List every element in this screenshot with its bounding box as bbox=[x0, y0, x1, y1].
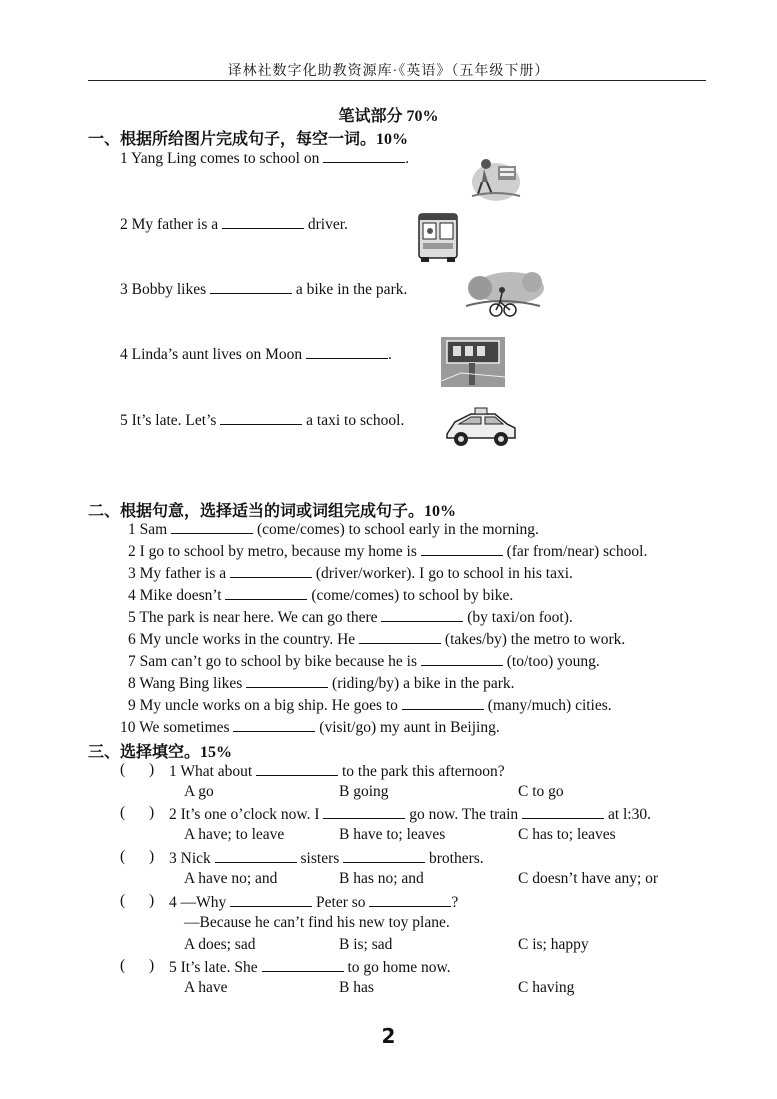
s1-item-3 bbox=[120, 279, 407, 299]
s1-item-5-post: a taxi to school. bbox=[306, 412, 405, 429]
s2-item-2 bbox=[128, 541, 647, 561]
s3-q4 bbox=[169, 892, 458, 912]
answer-blank[interactable] bbox=[262, 957, 344, 972]
s2-item-4 bbox=[128, 585, 513, 605]
s3-q3-mid: sisters bbox=[300, 850, 340, 867]
s1-item-3-post: a bike in the park. bbox=[295, 281, 408, 298]
s1-item-4-pre: 4 Linda’s aunt lives on Moon bbox=[120, 346, 303, 363]
s2-item-7-pre: 7 Sam can’t go to school by bike because he is bbox=[128, 653, 417, 670]
answer-blank[interactable] bbox=[343, 848, 425, 863]
s3-q4-pre: 4 —Why bbox=[169, 894, 227, 911]
s1-item-4 bbox=[120, 344, 392, 364]
s3-q2-option-b[interactable]: B have to; leaves bbox=[339, 826, 446, 843]
s3-q1-pre: 1 What about bbox=[169, 763, 253, 780]
s3-q5 bbox=[169, 957, 451, 977]
answer-blank[interactable] bbox=[220, 410, 302, 425]
s2-item-10 bbox=[120, 717, 500, 737]
answer-bracket-close[interactable]: ) bbox=[149, 804, 155, 821]
s2-item-7 bbox=[128, 651, 600, 671]
s2-item-2-pre: 2 I go to school by metro, because my home is bbox=[128, 543, 417, 560]
s3-q4-line2: —Because he can’t find his new toy plane. bbox=[184, 914, 450, 931]
s1-item-2 bbox=[120, 214, 348, 234]
s2-item-5-pre: 5 The park is near here. We can go there bbox=[128, 609, 378, 626]
answer-blank[interactable] bbox=[230, 563, 312, 578]
answer-blank[interactable] bbox=[421, 541, 503, 556]
answer-blank[interactable] bbox=[402, 695, 484, 710]
s3-q3 bbox=[169, 848, 484, 868]
s3-q1 bbox=[169, 761, 505, 781]
s3-q3-post: brothers. bbox=[429, 850, 484, 867]
answer-blank[interactable] bbox=[369, 892, 451, 907]
section1-heading: 一、根据所给图片完成句子，每空一词。10% bbox=[88, 131, 409, 148]
s2-item-1-post: (come/comes) to school early in the morning. bbox=[256, 521, 539, 538]
answer-blank[interactable] bbox=[306, 344, 388, 359]
s2-item-8 bbox=[128, 673, 515, 693]
s3-q5-pre: 5 It’s late. She bbox=[169, 959, 258, 976]
answer-bracket-close[interactable]: ) bbox=[149, 957, 155, 974]
s2-item-6-pre: 6 My uncle works in the country. He bbox=[128, 631, 356, 648]
s3-q4-option-b[interactable]: B is; sad bbox=[339, 936, 393, 953]
s3-q4-mid: Peter so bbox=[316, 894, 366, 911]
s3-q5-option-b[interactable]: B has bbox=[339, 979, 374, 996]
s2-item-9-post: (many/much) cities. bbox=[487, 697, 612, 714]
s3-q4-option-a[interactable]: A does; sad bbox=[184, 936, 256, 953]
s3-q3-pre: 3 Nick bbox=[169, 850, 211, 867]
answer-bracket-open: ( bbox=[120, 957, 126, 974]
s2-item-3-pre: 3 My father is a bbox=[128, 565, 227, 582]
answer-blank[interactable] bbox=[323, 804, 405, 819]
answer-bracket-close[interactable]: ) bbox=[149, 848, 155, 865]
answer-bracket-close[interactable]: ) bbox=[149, 761, 155, 778]
section2-heading: 二、根据句意，选择适当的词或词组完成句子。10% bbox=[88, 503, 457, 520]
answer-blank[interactable] bbox=[323, 148, 405, 163]
page-number: 2 bbox=[381, 1024, 396, 1048]
s2-item-2-post: (far from/near) school. bbox=[506, 543, 648, 560]
s2-item-5 bbox=[128, 607, 573, 627]
s1-item-4-post: . bbox=[388, 346, 392, 363]
answer-blank[interactable] bbox=[359, 629, 441, 644]
s2-item-4-post: (come/comes) to school by bike. bbox=[311, 587, 514, 604]
s1-item-2-post: driver. bbox=[307, 216, 348, 233]
answer-blank[interactable] bbox=[222, 214, 304, 229]
s2-item-9 bbox=[128, 695, 612, 715]
s1-item-2-pre: 2 My father is a bbox=[120, 216, 219, 233]
s1-item-1-pre: 1 Yang Ling comes to school on bbox=[120, 150, 320, 167]
s2-item-8-pre: 8 Wang Bing likes bbox=[128, 675, 243, 692]
answer-bracket-open: ( bbox=[120, 804, 126, 821]
answer-blank[interactable] bbox=[233, 717, 315, 732]
s2-item-9-pre: 9 My uncle works on a big ship. He goes to bbox=[128, 697, 398, 714]
s2-item-3-post: (driver/worker). I go to school in his taxi. bbox=[315, 565, 573, 582]
s2-item-10-pre: 10 We sometimes bbox=[120, 719, 230, 736]
s3-q5-option-a[interactable]: A have bbox=[184, 979, 228, 996]
s3-q3-option-c[interactable]: C doesn’t have any; or bbox=[518, 870, 659, 887]
s2-item-1 bbox=[128, 519, 539, 539]
answer-blank[interactable] bbox=[171, 519, 253, 534]
bike-riding-picture bbox=[460, 266, 546, 318]
s3-q3-option-b[interactable]: B has no; and bbox=[339, 870, 424, 887]
answer-blank[interactable] bbox=[210, 279, 292, 294]
s2-item-4-pre: 4 Mike doesn’t bbox=[128, 587, 222, 604]
s2-item-5-post: (by taxi/on foot). bbox=[467, 609, 573, 626]
s2-item-8-post: (riding/by) a bike in the park. bbox=[332, 675, 515, 692]
s3-q2-post: at l:30. bbox=[607, 806, 651, 823]
answer-bracket-open: ( bbox=[120, 892, 126, 909]
s2-item-10-post: (visit/go) my aunt in Beijing. bbox=[319, 719, 500, 736]
answer-blank[interactable] bbox=[256, 761, 338, 776]
answer-blank[interactable] bbox=[522, 804, 604, 819]
s3-q4-option-c[interactable]: C is; happy bbox=[518, 936, 589, 953]
s3-q4-post: ? bbox=[451, 894, 459, 911]
street-sign-picture bbox=[441, 337, 505, 387]
answer-bracket-open: ( bbox=[120, 848, 126, 865]
s3-q2-option-c[interactable]: C has to; leaves bbox=[518, 826, 616, 843]
answer-bracket-close[interactable]: ) bbox=[149, 892, 155, 909]
s1-item-3-pre: 3 Bobby likes bbox=[120, 281, 207, 298]
s2-item-3 bbox=[128, 563, 573, 583]
bus-picture bbox=[416, 211, 460, 263]
answer-blank[interactable] bbox=[246, 673, 328, 688]
page-title: 笔试部分 70% bbox=[338, 108, 439, 125]
taxi-picture bbox=[441, 404, 519, 450]
section3-heading: 三、选择填空。15% bbox=[88, 744, 233, 761]
answer-bracket-open: ( bbox=[120, 761, 126, 778]
s3-q1-option-a[interactable]: A go bbox=[184, 783, 214, 800]
s3-q2 bbox=[169, 804, 651, 824]
s1-item-1-post: . bbox=[405, 150, 410, 167]
answer-blank[interactable] bbox=[421, 651, 503, 666]
page-header: 译林社数字化助教资源库·《英语》（五年级下册） bbox=[227, 64, 550, 79]
s1-item-5-pre: 5 It’s late. Let’s bbox=[120, 412, 217, 429]
s3-q1-post: to the park this afternoon? bbox=[341, 763, 505, 780]
answer-blank[interactable] bbox=[225, 585, 307, 600]
s2-item-6 bbox=[128, 629, 625, 649]
s3-q1-option-b[interactable]: B going bbox=[339, 783, 389, 800]
s3-q3-option-a[interactable]: A have no; and bbox=[184, 870, 278, 887]
s2-item-7-post: (to/too) young. bbox=[506, 653, 600, 670]
answer-blank[interactable] bbox=[230, 892, 312, 907]
s3-q2-mid: go now. The train bbox=[409, 806, 519, 823]
s3-q2-option-a[interactable]: A have; to leave bbox=[184, 826, 285, 843]
answer-blank[interactable] bbox=[215, 848, 297, 863]
s3-q1-option-c[interactable]: C to go bbox=[518, 783, 564, 800]
s1-item-1 bbox=[120, 148, 409, 168]
header-rule bbox=[88, 80, 706, 81]
s3-q5-option-c[interactable]: C having bbox=[518, 979, 575, 996]
answer-blank[interactable] bbox=[381, 607, 463, 622]
s2-item-1-pre: 1 Sam bbox=[128, 521, 168, 538]
s1-item-5 bbox=[120, 410, 404, 430]
s3-q5-post: to go home now. bbox=[347, 959, 451, 976]
s3-q2-pre: 2 It’s one o’clock now. I bbox=[169, 806, 320, 823]
s2-item-6-post: (takes/by) the metro to work. bbox=[444, 631, 626, 648]
girl-walking-picture bbox=[470, 152, 522, 202]
